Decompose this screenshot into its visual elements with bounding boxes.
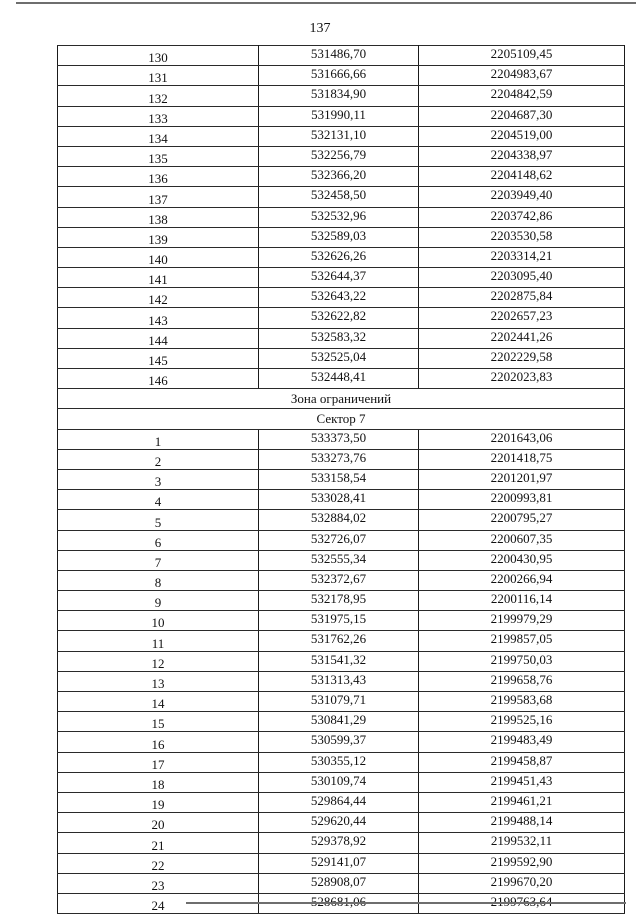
y-coordinate-cell: 2201418,75 xyxy=(419,449,625,469)
point-number-cell: 10 xyxy=(58,611,259,631)
y-coordinate-cell: 2200266,94 xyxy=(419,570,625,590)
x-coordinate-cell: 532643,22 xyxy=(259,288,419,308)
point-number-cell: 1 xyxy=(58,429,259,449)
y-coordinate-cell: 2200116,14 xyxy=(419,591,625,611)
y-coordinate-cell: 2203742,86 xyxy=(419,207,625,227)
table-row xyxy=(58,853,625,873)
point-number-cell: 131 xyxy=(58,66,259,86)
x-coordinate-cell: 533028,41 xyxy=(259,490,419,510)
y-coordinate-cell: 2199461,21 xyxy=(419,792,625,812)
y-coordinate-cell: 2200430,95 xyxy=(419,550,625,570)
y-coordinate-cell: 2199458,87 xyxy=(419,752,625,772)
point-number-cell: 3 xyxy=(58,469,259,489)
coordinates-table xyxy=(57,45,625,914)
table-row xyxy=(58,490,625,510)
point-number-cell: 2 xyxy=(58,449,259,469)
y-coordinate-cell: 2205109,45 xyxy=(419,46,625,66)
table-row xyxy=(58,227,625,247)
x-coordinate-cell: 532589,03 xyxy=(259,227,419,247)
y-coordinate-cell: 2202441,26 xyxy=(419,328,625,348)
table-row xyxy=(58,46,625,66)
x-coordinate-cell: 532458,50 xyxy=(259,187,419,207)
x-coordinate-cell: 532626,26 xyxy=(259,247,419,267)
table-row xyxy=(58,813,625,833)
y-coordinate-cell: 2204338,97 xyxy=(419,146,625,166)
x-coordinate-cell: 530599,37 xyxy=(259,732,419,752)
table-row xyxy=(58,106,625,126)
sector-title-row xyxy=(58,409,625,429)
point-number-cell: 136 xyxy=(58,167,259,187)
table-row xyxy=(58,146,625,166)
point-number-cell: 8 xyxy=(58,570,259,590)
x-coordinate-cell: 532726,07 xyxy=(259,530,419,550)
table-row xyxy=(58,207,625,227)
y-coordinate-cell: 2204687,30 xyxy=(419,106,625,126)
y-coordinate-cell: 2203949,40 xyxy=(419,187,625,207)
x-coordinate-cell: 532256,79 xyxy=(259,146,419,166)
page-number: 137 xyxy=(309,21,331,36)
table-row xyxy=(58,510,625,530)
point-number-cell: 133 xyxy=(58,106,259,126)
x-coordinate-cell: 531990,11 xyxy=(259,106,419,126)
table-row xyxy=(58,651,625,671)
x-coordinate-cell: 533373,50 xyxy=(259,429,419,449)
point-number-cell: 16 xyxy=(58,732,259,752)
table-row xyxy=(58,469,625,489)
y-coordinate-cell: 2202875,84 xyxy=(419,288,625,308)
table-row xyxy=(58,550,625,570)
table-row xyxy=(58,449,625,469)
x-coordinate-cell: 531975,15 xyxy=(259,611,419,631)
y-coordinate-cell: 2204148,62 xyxy=(419,167,625,187)
x-coordinate-cell: 532366,20 xyxy=(259,167,419,187)
table-row xyxy=(58,752,625,772)
table-row xyxy=(58,429,625,449)
table-row xyxy=(58,86,625,106)
point-number-cell: 19 xyxy=(58,792,259,812)
point-number-cell: 20 xyxy=(58,813,259,833)
point-number-cell: 135 xyxy=(58,146,259,166)
sector-title: Сектор 7 xyxy=(58,409,625,429)
point-number-cell: 21 xyxy=(58,833,259,853)
table-row xyxy=(58,247,625,267)
x-coordinate-cell: 532532,96 xyxy=(259,207,419,227)
table-row xyxy=(58,328,625,348)
x-coordinate-cell: 529141,07 xyxy=(259,853,419,873)
point-number-cell: 6 xyxy=(58,530,259,550)
y-coordinate-cell: 2202657,23 xyxy=(419,308,625,328)
x-coordinate-cell: 531079,71 xyxy=(259,692,419,712)
y-coordinate-cell: 2204842,59 xyxy=(419,86,625,106)
x-coordinate-cell: 528908,07 xyxy=(259,873,419,893)
point-number-cell: 24 xyxy=(58,893,259,913)
point-number-cell: 12 xyxy=(58,651,259,671)
table-row xyxy=(58,66,625,86)
x-coordinate-cell: 532372,67 xyxy=(259,570,419,590)
x-coordinate-cell: 530355,12 xyxy=(259,752,419,772)
point-number-cell: 145 xyxy=(58,348,259,368)
table-row xyxy=(58,288,625,308)
table-row xyxy=(58,631,625,651)
x-coordinate-cell: 531762,26 xyxy=(259,631,419,651)
table-row xyxy=(58,126,625,146)
point-number-cell: 140 xyxy=(58,247,259,267)
table-row xyxy=(58,833,625,853)
y-coordinate-cell: 2199857,05 xyxy=(419,631,625,651)
table-row xyxy=(58,712,625,732)
point-number-cell: 130 xyxy=(58,46,259,66)
y-coordinate-cell: 2199451,43 xyxy=(419,772,625,792)
y-coordinate-cell: 2199658,76 xyxy=(419,671,625,691)
point-number-cell: 7 xyxy=(58,550,259,570)
zone-title: Зона ограничений xyxy=(58,389,625,409)
x-coordinate-cell: 532884,02 xyxy=(259,510,419,530)
point-number-cell: 138 xyxy=(58,207,259,227)
x-coordinate-cell: 532448,41 xyxy=(259,369,419,389)
y-coordinate-cell: 2201201,97 xyxy=(419,469,625,489)
table-row xyxy=(58,187,625,207)
x-coordinate-cell: 532555,34 xyxy=(259,550,419,570)
y-coordinate-cell: 2204983,67 xyxy=(419,66,625,86)
point-number-cell: 9 xyxy=(58,591,259,611)
x-coordinate-cell: 532583,32 xyxy=(259,328,419,348)
y-coordinate-cell: 2199525,16 xyxy=(419,712,625,732)
y-coordinate-cell: 2200607,35 xyxy=(419,530,625,550)
table-row xyxy=(58,530,625,550)
x-coordinate-cell: 529620,44 xyxy=(259,813,419,833)
y-coordinate-cell: 2200795,27 xyxy=(419,510,625,530)
x-coordinate-cell: 532644,37 xyxy=(259,268,419,288)
point-number-cell: 23 xyxy=(58,873,259,893)
y-coordinate-cell: 2203530,58 xyxy=(419,227,625,247)
table-row xyxy=(58,792,625,812)
x-coordinate-cell: 532131,10 xyxy=(259,126,419,146)
table-row xyxy=(58,772,625,792)
y-coordinate-cell: 2204519,00 xyxy=(419,126,625,146)
y-coordinate-cell: 2202023,83 xyxy=(419,369,625,389)
point-number-cell: 13 xyxy=(58,671,259,691)
y-coordinate-cell: 2203095,40 xyxy=(419,268,625,288)
point-number-cell: 132 xyxy=(58,86,259,106)
point-number-cell: 134 xyxy=(58,126,259,146)
x-coordinate-cell: 531666,66 xyxy=(259,66,419,86)
table-row xyxy=(58,308,625,328)
table-row xyxy=(58,732,625,752)
table-row xyxy=(58,611,625,631)
x-coordinate-cell: 531313,43 xyxy=(259,671,419,691)
top-rule xyxy=(16,2,636,4)
table-row xyxy=(58,167,625,187)
point-number-cell: 17 xyxy=(58,752,259,772)
x-coordinate-cell: 533158,54 xyxy=(259,469,419,489)
x-coordinate-cell: 530841,29 xyxy=(259,712,419,732)
table-row xyxy=(58,873,625,893)
point-number-cell: 15 xyxy=(58,712,259,732)
y-coordinate-cell: 2202229,58 xyxy=(419,348,625,368)
x-coordinate-cell: 532178,95 xyxy=(259,591,419,611)
point-number-cell: 4 xyxy=(58,490,259,510)
table-row xyxy=(58,570,625,590)
point-number-cell: 141 xyxy=(58,268,259,288)
x-coordinate-cell: 532622,82 xyxy=(259,308,419,328)
table-row xyxy=(58,268,625,288)
x-coordinate-cell: 530109,74 xyxy=(259,772,419,792)
point-number-cell: 14 xyxy=(58,692,259,712)
table-row xyxy=(58,591,625,611)
y-coordinate-cell: 2199532,11 xyxy=(419,833,625,853)
y-coordinate-cell: 2199979,29 xyxy=(419,611,625,631)
point-number-cell: 146 xyxy=(58,369,259,389)
y-coordinate-cell: 2201643,06 xyxy=(419,429,625,449)
table-row xyxy=(58,348,625,368)
y-coordinate-cell: 2199670,20 xyxy=(419,873,625,893)
point-number-cell: 11 xyxy=(58,631,259,651)
x-coordinate-cell: 532525,04 xyxy=(259,348,419,368)
point-number-cell: 142 xyxy=(58,288,259,308)
point-number-cell: 18 xyxy=(58,772,259,792)
point-number-cell: 144 xyxy=(58,328,259,348)
x-coordinate-cell: 531834,90 xyxy=(259,86,419,106)
bottom-rule xyxy=(186,902,626,904)
x-coordinate-cell: 531486,70 xyxy=(259,46,419,66)
table-row xyxy=(58,369,625,389)
zone-title-row xyxy=(58,389,625,409)
y-coordinate-cell: 2199592,90 xyxy=(419,853,625,873)
y-coordinate-cell: 2199750,03 xyxy=(419,651,625,671)
point-number-cell: 139 xyxy=(58,227,259,247)
point-number-cell: 137 xyxy=(58,187,259,207)
x-coordinate-cell: 533273,76 xyxy=(259,449,419,469)
y-coordinate-cell: 2199583,68 xyxy=(419,692,625,712)
table-row xyxy=(58,671,625,691)
y-coordinate-cell: 2203314,21 xyxy=(419,247,625,267)
point-number-cell: 143 xyxy=(58,308,259,328)
x-coordinate-cell: 529378,92 xyxy=(259,833,419,853)
x-coordinate-cell: 531541,32 xyxy=(259,651,419,671)
x-coordinate-cell: 529864,44 xyxy=(259,792,419,812)
table-row xyxy=(58,692,625,712)
point-number-cell: 22 xyxy=(58,853,259,873)
y-coordinate-cell: 2199488,14 xyxy=(419,813,625,833)
y-coordinate-cell: 2200993,81 xyxy=(419,490,625,510)
coordinates-table-body xyxy=(58,46,625,914)
point-number-cell: 5 xyxy=(58,510,259,530)
y-coordinate-cell: 2199483,49 xyxy=(419,732,625,752)
